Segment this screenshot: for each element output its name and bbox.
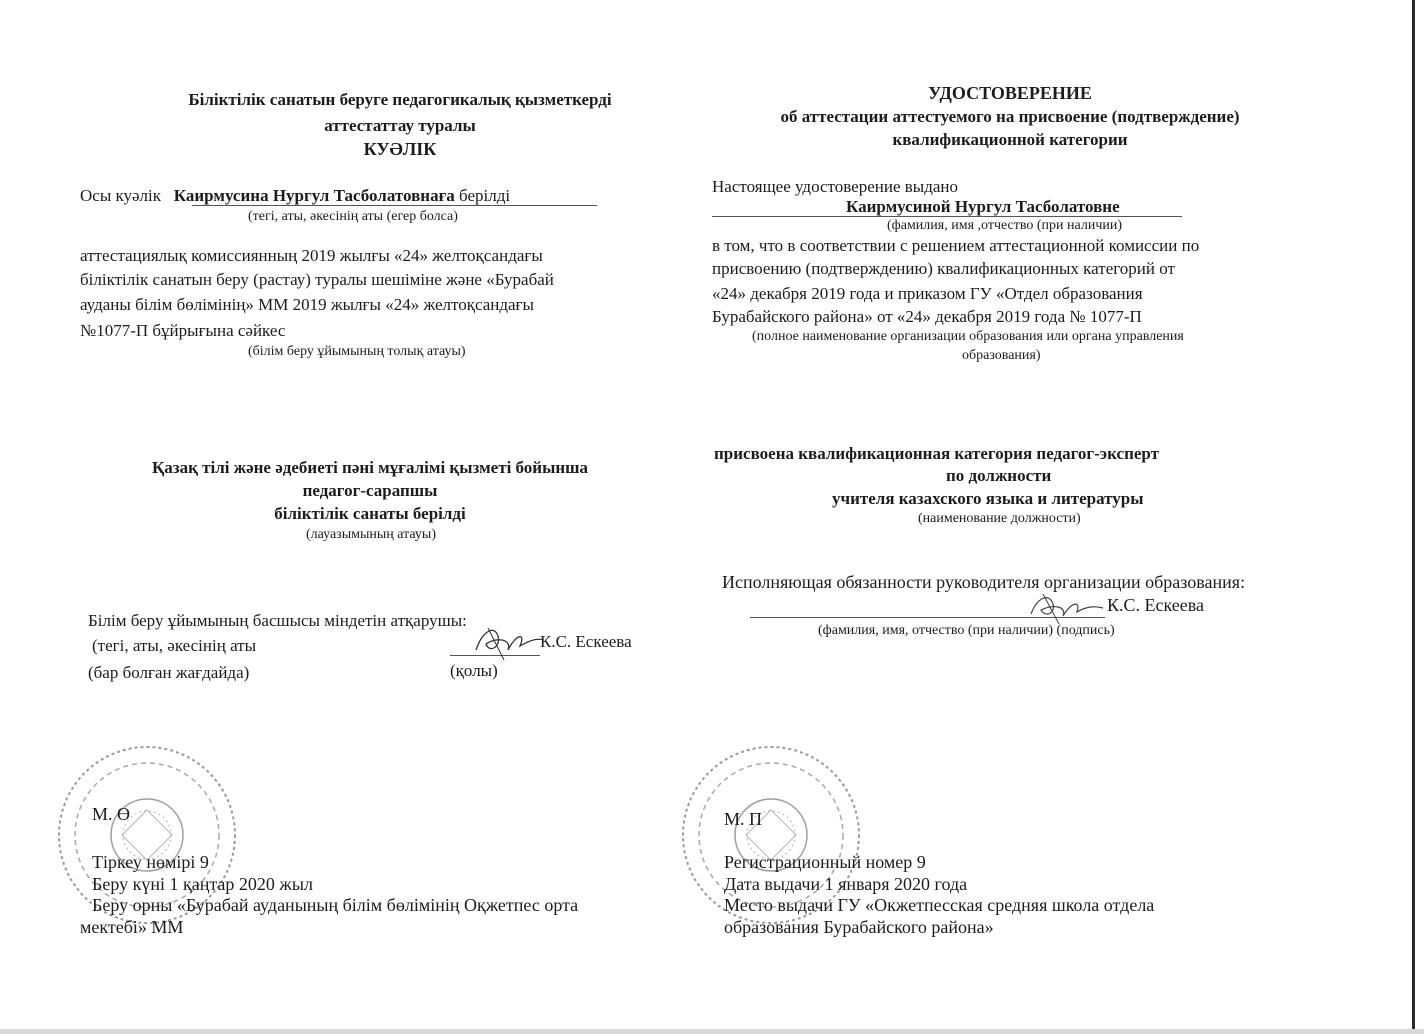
- left-basis-line1: аттестациялық комиссиянның 2019 жылғы «24» желтоқсандағы: [80, 246, 543, 265]
- left-issued-hint: (тегі, аты, әкесінің аты (егер болса): [248, 209, 458, 224]
- left-basis-line2: біліктілік санатын беру (растау) туралы шешіміне және «Бурабай: [80, 270, 554, 289]
- scan-edge-right: [1412, 0, 1415, 1034]
- right-issued-prefix: Настоящее удостоверение выдано: [712, 177, 959, 196]
- left-signature-icon: [468, 614, 548, 664]
- right-category-line3: учителя казахского языка и литературы: [832, 489, 1144, 508]
- left-header-line1: Біліктілік санатын беруге педагогикалық қызметкерді: [188, 90, 612, 109]
- right-basis-hint2: образования): [962, 348, 1041, 363]
- left-head-line2: (тегі, аты, әкесінің аты: [92, 636, 257, 655]
- right-issued-underline: [712, 216, 1182, 217]
- left-head-line3: (бар болған жағдайда): [88, 663, 250, 682]
- left-head-line1: Білім беру ұйымының басшысы міндетін атқарушы:: [88, 611, 467, 630]
- right-basis-line2: присвоению (подтверждению) квалификационных категорий от: [712, 259, 1175, 278]
- left-basis-line3: ауданы білім бөлімінің» ММ 2019 жылғы «24» желтоқсандағы: [80, 295, 534, 314]
- left-category-line3: біліктілік санаты берілді: [274, 504, 466, 523]
- right-category-line2: по должности: [946, 466, 1052, 485]
- right-place-line1: Место выдачи ГУ «Окжетпесская средняя школа отдела: [724, 895, 1155, 915]
- right-header-line1: об аттестации аттестуемого на присвоение (подтверждение): [780, 107, 1240, 126]
- left-basis-hint: (білім беру ұйымының толық атауы): [248, 344, 466, 359]
- right-reg: Регистрационный номер 9: [724, 852, 926, 872]
- left-category-line2: педагог-сарапшы: [302, 481, 438, 500]
- left-basis-line4: №1077-П бұйрығына сәйкес: [80, 321, 286, 340]
- right-category-hint: (наименование должности): [918, 511, 1081, 526]
- left-place-line1: Беру орны «Бурабай ауданының білім бөлімінің Оқжетпес орта: [92, 895, 579, 915]
- left-reg: Тіркеу нөмірі 9: [92, 852, 209, 872]
- left-issued-underline: [192, 205, 597, 206]
- left-stamp-label: М. Ө: [92, 804, 131, 824]
- left-place-line2: мектебі» ММ: [80, 917, 184, 937]
- right-stamp-label: М. П: [724, 809, 763, 829]
- right-head-signer: К.С. Ескеева: [1107, 595, 1205, 615]
- right-place-line2: образования Бурабайского района»: [724, 917, 994, 937]
- right-issued-hint: (фамилия, имя ,отчество (при наличии): [887, 218, 1123, 233]
- right-basis-line3: «24» декабря 2019 года и приказом ГУ «Отдел образования: [712, 284, 1143, 303]
- scan-edge-bottom: [0, 1029, 1424, 1034]
- right-basis-hint1: (полное наименование организации образования или органа управления: [752, 329, 1184, 344]
- left-category-hint: (лауазымының атауы): [306, 527, 436, 542]
- right-issued-name: Каирмусиной Нургул Тасболатовне: [846, 197, 1120, 216]
- right-head-line1: Исполняющая обязанности руководителя организации образования:: [722, 572, 1246, 592]
- left-title: КУӘЛІК: [363, 139, 437, 159]
- left-category-line1: Қазақ тілі және әдебиеті пәні мұғалімі қызметі бойынша: [151, 458, 589, 477]
- right-title: УДОСТОВЕРЕНИЕ: [928, 83, 1092, 103]
- right-date: Дата выдачи 1 января 2020 года: [724, 874, 968, 894]
- left-head-signer: К.С. Ескеева: [540, 632, 632, 651]
- left-date: Беру күні 1 қаңтар 2020 жыл: [92, 874, 313, 894]
- right-signature-icon: [1025, 586, 1105, 626]
- right-basis-line1: в том, что в соответствии с решением аттестационной комиссии по: [712, 236, 1200, 255]
- left-sign-hint: (қолы): [450, 661, 498, 680]
- left-header-line2: аттестаттау туралы: [324, 116, 476, 135]
- right-category-line1: присвоена квалификационная категория педагог-эксперт: [714, 444, 1159, 463]
- left-issued-line: [80, 187, 510, 204]
- right-basis-line4: Бурабайского района» от «24» декабря 2019 года № 1077-П: [712, 307, 1142, 326]
- left-issued-suffix: берілді: [459, 186, 511, 205]
- right-head-hint: (фамилия, имя, отчество (при наличии) (подпись): [818, 623, 1115, 638]
- right-header-line2: квалификационной категории: [892, 130, 1128, 149]
- left-issued-prefix: Осы куәлік: [80, 186, 162, 205]
- left-issued-name: Каирмусина Нургул Тасболатовнаға: [173, 186, 455, 205]
